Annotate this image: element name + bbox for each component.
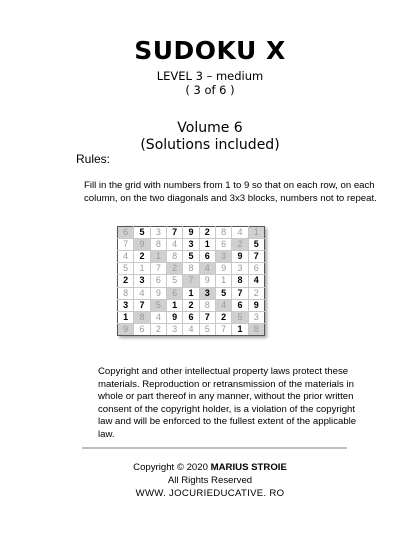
divider — [82, 447, 347, 449]
grid-cell: 3 — [215, 251, 231, 263]
grid-cell: 9 — [118, 323, 134, 335]
grid-cell: 6 — [118, 227, 134, 239]
grid-cell: 6 — [232, 299, 248, 311]
grid-cell: 5 — [166, 275, 182, 287]
grid-cell: 8 — [118, 287, 134, 299]
copyright-notice: Copyright and other intellectual property laws protect these materials. Reproduction or retransmission of the materials in whole or part thereof in any manner, without the prior written consent of the copyright holder, is a violation of the copyright law and will be enforced to the fullest extent of the applicable law. — [98, 366, 357, 440]
grid-cell: 8 — [183, 263, 199, 275]
grid-row — [118, 251, 265, 263]
grid-cell: 7 — [150, 263, 166, 275]
grid-cell: 4 — [215, 299, 231, 311]
grid-cell: 4 — [232, 227, 248, 239]
grid-cell: 2 — [166, 263, 182, 275]
grid-cell: 7 — [134, 299, 150, 311]
grid-cell: 6 — [248, 263, 264, 275]
grid-cell: 2 — [118, 275, 134, 287]
grid-cell: 3 — [183, 239, 199, 251]
grid-cell: 5 — [150, 299, 166, 311]
grid-cell: 9 — [150, 287, 166, 299]
grid-cell: 1 — [248, 227, 264, 239]
grid-cell: 1 — [134, 263, 150, 275]
grid-cell: 1 — [232, 323, 248, 335]
grid-cell: 8 — [150, 239, 166, 251]
grid-row — [118, 299, 265, 311]
author-name: MARIUS STROIE — [210, 462, 287, 473]
grid-cell: 5 — [118, 263, 134, 275]
grid-cell: 9 — [232, 251, 248, 263]
grid-row — [118, 311, 265, 323]
page-title: SUDOKU X — [134, 36, 286, 65]
grid-cell: 8 — [166, 251, 182, 263]
grid-cell: 9 — [199, 275, 215, 287]
grid-row — [118, 275, 265, 287]
grid-cell: 4 — [183, 323, 199, 335]
grid-cell: 2 — [150, 323, 166, 335]
grid-cell: 7 — [166, 227, 182, 239]
grid-row — [118, 287, 265, 299]
grid-cell: 9 — [166, 311, 182, 323]
footer-copyright — [0, 462, 420, 473]
grid-cell: 8 — [232, 275, 248, 287]
grid-cell: 6 — [166, 287, 182, 299]
grid-cell: 6 — [134, 323, 150, 335]
grid-cell: 4 — [118, 251, 134, 263]
grid-cell: 6 — [183, 311, 199, 323]
grid-cell: 3 — [150, 227, 166, 239]
grid-cell: 1 — [150, 251, 166, 263]
grid-row — [118, 323, 265, 335]
grid-cell: 2 — [183, 299, 199, 311]
grid-cell: 3 — [248, 311, 264, 323]
grid-cell: 3 — [166, 323, 182, 335]
grid-cell: 4 — [199, 263, 215, 275]
grid-cell: 9 — [134, 239, 150, 251]
grid-cell: 7 — [183, 275, 199, 287]
grid-cell: 1 — [215, 275, 231, 287]
grid-cell: 7 — [199, 311, 215, 323]
grid-row — [118, 263, 265, 275]
grid-cell: 3 — [199, 287, 215, 299]
grid-cell: 5 — [232, 311, 248, 323]
grid-cell: 4 — [150, 311, 166, 323]
grid-cell: 7 — [215, 323, 231, 335]
footer-rights: All Rights Reserved — [167, 475, 253, 486]
grid-cell: 2 — [248, 287, 264, 299]
grid-cell: 8 — [215, 227, 231, 239]
copyright-year: Copyright © 2020 — [133, 462, 208, 473]
grid-cell: 1 — [166, 299, 182, 311]
grid-cell: 5 — [134, 227, 150, 239]
grid-cell: 6 — [150, 275, 166, 287]
grid-cell: 8 — [248, 323, 264, 335]
grid-cell: 1 — [183, 287, 199, 299]
grid-cell: 2 — [199, 227, 215, 239]
grid-cell: 8 — [199, 299, 215, 311]
grid-cell: 6 — [199, 251, 215, 263]
grid-cell: 3 — [232, 263, 248, 275]
grid-cell: 1 — [118, 311, 134, 323]
grid-cell: 1 — [199, 239, 215, 251]
grid-cell: 5 — [248, 239, 264, 251]
sudoku-grid — [117, 226, 265, 336]
grid-cell: 2 — [134, 251, 150, 263]
grid-cell: 4 — [134, 287, 150, 299]
part-label: ( 3 of 6 ) — [185, 83, 235, 97]
rules-heading: Rules: — [76, 152, 111, 166]
grid-cell: 5 — [199, 323, 215, 335]
volume-label: Volume 6 — [177, 120, 243, 136]
grid-cell: 7 — [248, 251, 264, 263]
grid-cell: 2 — [215, 311, 231, 323]
grid-cell: 4 — [248, 275, 264, 287]
footer-website: WWW. JOCURIEDUCATIVE. RO — [135, 488, 285, 499]
grid-cell: 9 — [183, 227, 199, 239]
grid-cell: 6 — [215, 239, 231, 251]
level-label: LEVEL 3 – medium — [156, 69, 264, 83]
grid-cell: 3 — [118, 299, 134, 311]
grid-cell: 7 — [232, 287, 248, 299]
grid-cell: 5 — [183, 251, 199, 263]
grid-row — [118, 227, 265, 239]
grid-cell: 7 — [118, 239, 134, 251]
grid-cell: 4 — [166, 239, 182, 251]
sudoku-table — [117, 226, 265, 336]
grid-cell: 8 — [134, 311, 150, 323]
grid-cell: 9 — [215, 263, 231, 275]
grid-row — [118, 239, 265, 251]
solutions-note: (Solutions included) — [140, 137, 280, 153]
grid-cell: 5 — [215, 287, 231, 299]
grid-cell: 2 — [232, 239, 248, 251]
rules-text: Fill in the grid with numbers from 1 to 9 so that on each row, on each column, on the two diagonals and 3x3 blocks, numbers not to repeat. — [84, 180, 377, 204]
grid-cell: 9 — [248, 299, 264, 311]
grid-cell: 3 — [134, 275, 150, 287]
